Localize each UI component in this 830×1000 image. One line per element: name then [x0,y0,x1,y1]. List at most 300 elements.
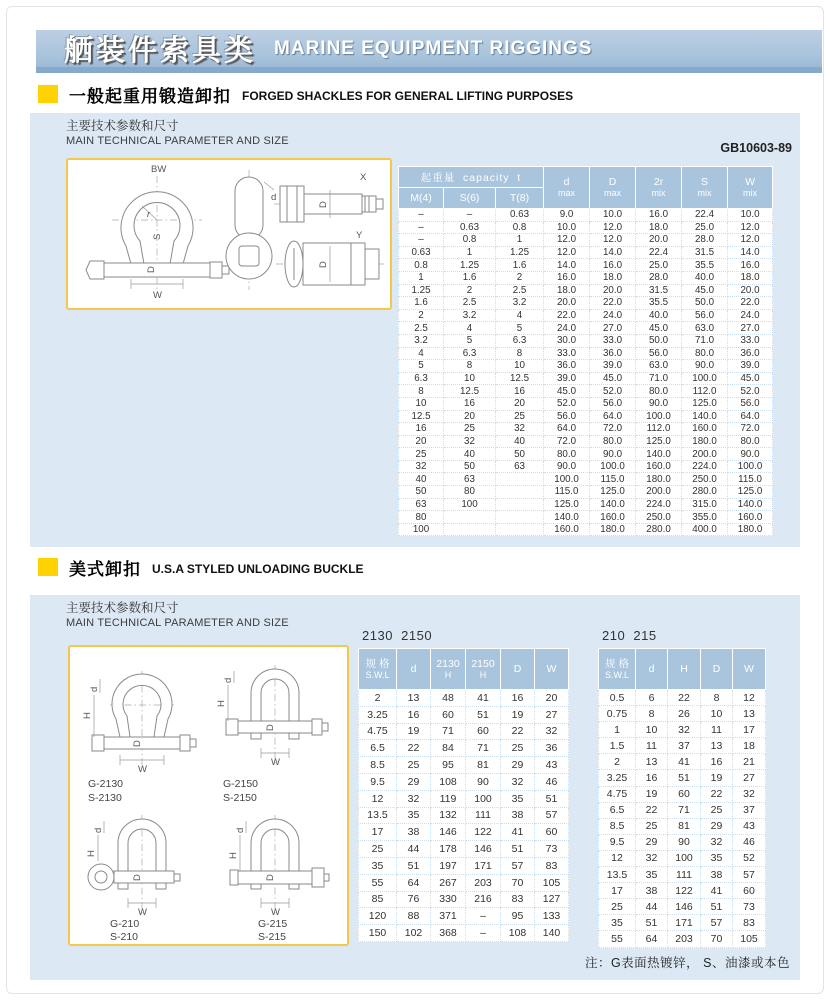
table-row [399,334,773,347]
table-cell: 50 [496,448,544,461]
table-cell: 10 [636,722,668,738]
table-cell: 315.0 [682,498,728,511]
table-cell: 11 [636,738,668,754]
table-cell: 50 [399,486,444,499]
table-cell: 14.0 [590,246,636,259]
table-cell: 178 [431,841,466,858]
table-cell: 31.5 [636,284,682,297]
table-cell: 72.0 [728,423,773,436]
table-cell: 35.5 [682,259,728,272]
table-cell: 371 [431,908,466,925]
table-cell: 2.5 [444,297,496,310]
table-cell: 0.5 [599,690,636,706]
table-cell: 90.0 [728,448,773,461]
table-cell: 180.0 [590,523,636,536]
table-cell: 267 [431,874,466,891]
table-cell: 90.0 [590,448,636,461]
table-cell: 180.0 [728,523,773,536]
table-cell: 8.5 [359,757,397,774]
table-cell: 12.5 [399,410,444,423]
page-banner [36,30,822,73]
dim-label-d-pin-y: D [318,261,329,268]
table-cell: 32 [496,423,544,436]
table-cell: 40.0 [636,309,682,322]
table-cell: 330 [431,891,466,908]
table-cell: 37 [733,802,766,818]
table-cell: 29 [701,818,733,834]
table-cell: 45.0 [590,372,636,385]
section1-title-zh: 一般起重用锻造卸扣 [69,86,231,106]
table-cell: 20.0 [590,284,636,297]
table-cell: 6.5 [599,802,636,818]
table-cell: 13 [733,706,766,722]
table-row [599,722,766,738]
table-cell: 38 [636,883,668,899]
table-cell: 80.0 [636,385,682,398]
table-cell: 12.5 [444,385,496,398]
table-cell: 32 [733,786,766,802]
col-header-s6: S(6) [444,188,496,209]
dim-label-r: r [147,209,151,220]
table-cell: 19 [701,770,733,786]
col-header-H: H [668,649,701,690]
table-cell: 56.0 [590,397,636,410]
table-cell: 10.0 [728,209,773,222]
table-cell: 5 [496,322,544,335]
table-cell: 250.0 [636,511,682,524]
table-cell: 26 [668,706,701,722]
table-row [399,246,773,259]
table-cell: 90.0 [636,397,682,410]
model-label-s215: S-215 [258,931,287,940]
table-cell: 56.0 [636,347,682,360]
table-row [599,834,766,850]
section1-param-caption [66,119,289,149]
table-cell: 32 [501,773,535,790]
table-row [359,706,569,723]
table-cell: 33.0 [544,347,590,360]
col-header-D: D [701,649,733,690]
table-cell: 95 [431,757,466,774]
table-cell: 5 [444,334,496,347]
table-cell: 180.0 [682,435,728,448]
dim-label-s: S [152,233,163,240]
table-row [399,360,773,373]
table-cell: 56.0 [728,397,773,410]
table-cell: 14.0 [544,259,590,272]
table-row [359,773,569,790]
table-cell: 200.0 [636,486,682,499]
table-cell: 50 [444,460,496,473]
dim-label-d: d [93,827,104,833]
table-cell: 71.0 [682,334,728,347]
table-cell: 56.0 [544,410,590,423]
table-cell: 71.0 [636,372,682,385]
table-cell: 20 [535,690,569,707]
table-cell: 22.0 [544,309,590,322]
table-cell: 24.0 [728,309,773,322]
table-cell: 95 [501,908,535,925]
table-cell: 55 [599,931,636,947]
table-cell: 1.5 [599,738,636,754]
table-cell: 72.0 [590,423,636,436]
table-cell: 1 [496,234,544,247]
dim-label-y: Y [356,230,363,241]
table-cell: 63.0 [636,360,682,373]
table-a-body [359,690,569,942]
banner-title-en: MARINE EQUIPMENT RIGGINGS [274,37,593,59]
table-row [599,818,766,834]
table-a-header [359,649,569,690]
model-label-g215: G-215 [258,918,288,930]
table-cell: 12.0 [544,246,590,259]
dim-label-D: D [132,874,143,881]
model-label-g210: G-210 [110,918,140,930]
col-header-D-max: D max [590,167,636,209]
table-cell: 18.0 [544,284,590,297]
table-cell: 41 [668,754,701,770]
dim-label-w: W [138,764,147,775]
table-cell: 33.0 [728,334,773,347]
table-cell: 90 [466,773,501,790]
table-cell: 73 [535,841,569,858]
table-cell: 55 [359,874,397,891]
bow-shackle-front-drawing [86,164,229,301]
col-header-W: W [535,649,569,690]
table-cell: 43 [733,818,766,834]
table-cell: 60 [431,706,466,723]
table-cell: 16 [397,706,431,723]
table-cell: 50.0 [636,334,682,347]
table-cell: 84 [431,740,466,757]
table-cell: 21 [733,754,766,770]
table-cell: 6.5 [359,740,397,757]
table-cell: 108 [431,773,466,790]
table-row [399,448,773,461]
table-cell: 100 [444,498,496,511]
dim-label-d: d [89,686,100,692]
table-cell: 13.5 [599,867,636,883]
dim-label-d: d [271,192,277,203]
table-cell: 133 [535,908,569,925]
table-row [359,824,569,841]
table-b-body [599,690,766,948]
table-cell: 35 [397,807,431,824]
table-row [359,790,569,807]
table-row [399,259,773,272]
dim-label-w: W [271,907,280,918]
table-cell: 12 [359,790,397,807]
table-row [599,915,766,931]
table-cell: 63.0 [682,322,728,335]
table-cell: 8 [496,347,544,360]
table-cell: 171 [466,857,501,874]
col-header-swl: 规 格 S.W.L [359,649,397,690]
table-row [399,397,773,410]
table-row [359,891,569,908]
table-cell: 51 [466,706,501,723]
table-cell: 40 [399,473,444,486]
model-label-s2130: S-2130 [88,792,122,804]
table-cell: 1.6 [444,271,496,284]
table-cell: 6.3 [496,334,544,347]
table-row [359,908,569,925]
dim-label-w: W [138,907,147,918]
yellow-bullet-icon [38,558,58,576]
dim-label-D: D [265,874,276,881]
table-cell: 0.75 [599,706,636,722]
dim-label-w: W [271,757,280,768]
table-row [599,867,766,883]
shackle-diagram-box [66,158,392,310]
table-cell: 52.0 [590,385,636,398]
table-cell: 32 [535,723,569,740]
table-cell: 90.0 [544,460,590,473]
table-cell: 32 [701,834,733,850]
table-row [599,883,766,899]
table-cell: 115.0 [728,473,773,486]
table-cell: 10.0 [544,221,590,234]
table-cell: 3.2 [496,297,544,310]
table-cell: 120 [359,908,397,925]
table-cell: 0.63 [496,209,544,222]
col-header-2130-h: 2130 H [431,649,466,690]
col-header-W: W [733,649,766,690]
bolt-x-drawing [274,172,384,222]
table-cell: 37 [668,738,701,754]
table-row [399,498,773,511]
table-cell: 36.0 [728,347,773,360]
table-cell: 45.0 [728,372,773,385]
dim-label-h: H [228,852,239,859]
dim-label-h: H [216,700,227,707]
table-cell: 14.0 [728,246,773,259]
table-cell: 27.0 [728,322,773,335]
g215-drawing [228,815,329,940]
table-cell: 180.0 [636,473,682,486]
table-cell: 9.5 [599,834,636,850]
yellow-bullet-icon [38,85,58,103]
table-cell: 0.63 [444,221,496,234]
table-cell: 280.0 [682,486,728,499]
table-cell: 22.0 [728,297,773,310]
table-cell: 5 [399,360,444,373]
table-cell: 90.0 [682,360,728,373]
table-cell: 81 [466,757,501,774]
table-cell: 200.0 [682,448,728,461]
param-caption-en: MAIN TECHNICAL PARAMETER AND SIZE [66,135,289,147]
table-cell: 33.0 [590,334,636,347]
col-header-D: D [501,649,535,690]
table-cell: 16 [496,385,544,398]
section2-title-en: U.S.A STYLED UNLOADING BUCKLE [152,561,364,576]
banner-title-zh: 舾装件索具类 [64,35,257,67]
table-row [359,690,569,707]
dim-label-d: d [235,827,246,833]
table-row [599,899,766,915]
table-row [599,802,766,818]
table-cell: 80 [444,486,496,499]
dim-label-d: d [223,677,234,683]
model-label-s210: S-210 [110,931,139,940]
table-row [399,297,773,310]
table-cell: 1.25 [444,259,496,272]
g2130-drawing [82,671,196,804]
dim-label-w: W [153,290,162,301]
table-row [359,740,569,757]
table-cell: 140.0 [544,511,590,524]
table-cell: 100 [668,850,701,866]
table-cell: 50.0 [682,297,728,310]
table-cell: 146 [431,824,466,841]
table-row [399,385,773,398]
table-cell: 39.0 [728,360,773,373]
table-row [359,757,569,774]
table-cell: 25 [444,423,496,436]
table-cell: 140.0 [728,498,773,511]
table-cell: 22.0 [590,297,636,310]
table-cell: 22 [701,786,733,802]
table-cell: 8 [399,385,444,398]
table-cell: 48 [431,690,466,707]
table-cell: 4.75 [599,786,636,802]
table-cell: 2.5 [399,322,444,335]
table-cell: – [466,925,501,942]
table-cell: 8 [636,706,668,722]
table-cell: 13 [701,738,733,754]
table-cell: 4 [444,322,496,335]
table-row [399,284,773,297]
table-cell: 64 [636,931,668,947]
table-row [599,690,766,706]
table-cell: 3.2 [444,309,496,322]
table-cell: 40.0 [682,271,728,284]
table-row [399,309,773,322]
table-cell: 70 [701,931,733,947]
table-cell: 146 [466,841,501,858]
table-cell: 197 [431,857,466,874]
table-cell: 20 [399,435,444,448]
table-cell: 56.0 [682,309,728,322]
table-cell: 2 [399,309,444,322]
table-cell: 12.0 [590,234,636,247]
table-row [599,786,766,802]
table-row [399,347,773,360]
table-row [399,221,773,234]
table-cell: 52.0 [728,385,773,398]
usa-shackle-diagram-box [68,645,349,946]
table-cell: 18.0 [636,221,682,234]
table-cell: 36.0 [590,347,636,360]
table-cell: 8 [444,360,496,373]
table-cell: 52 [733,850,766,866]
table-cell: 140.0 [590,498,636,511]
table-cell: 51 [701,899,733,915]
table-cell: 125.0 [682,397,728,410]
table-cell: 125.0 [590,486,636,499]
table-cell: 63 [496,460,544,473]
table-cell: 85 [359,891,397,908]
table-cell: 10 [399,397,444,410]
table-cell: 27 [733,770,766,786]
table-cell: 35 [359,857,397,874]
table-cell: 216 [466,891,501,908]
model-label-g2150: G-2150 [223,778,259,790]
table-cell: 83 [501,891,535,908]
table-cell: 8 [701,690,733,706]
table-cell: 16 [501,690,535,707]
table-cell: 146 [668,899,701,915]
table-cell: 368 [431,925,466,942]
table-cell: 22 [636,802,668,818]
section1-heading [38,84,573,104]
table-row [359,807,569,824]
table-cell: 150 [359,925,397,942]
table-cell: 1.6 [496,259,544,272]
table-cell: 115.0 [590,473,636,486]
table-cell: 224.0 [682,460,728,473]
table-row [599,931,766,947]
table-cell: 18.0 [590,271,636,284]
col-header-swl: 规 格 S.W.L [599,649,636,690]
shackle-table-body [399,209,773,536]
table-cell: 51 [501,841,535,858]
table-cell: 400.0 [682,523,728,536]
table-cell: 20 [496,397,544,410]
param-caption-en: MAIN TECHNICAL PARAMETER AND SIZE [66,617,289,629]
table-cell: 16.0 [728,259,773,272]
table-cell: 100 [399,523,444,536]
table-cell: 36 [535,740,569,757]
table-cell: 51 [668,770,701,786]
table-cell: 12.0 [728,221,773,234]
table-row [599,770,766,786]
table-cell: 224.0 [636,498,682,511]
table-row [399,372,773,385]
table-cell: – [466,908,501,925]
table-cell: 73 [733,899,766,915]
table-row [359,874,569,891]
table-cell: 60 [466,723,501,740]
dim-label-bw: BW [151,164,167,175]
table-cell: 35 [701,850,733,866]
table-cell: 40 [444,448,496,461]
table-cell: 102 [397,925,431,942]
table-cell: 83 [733,915,766,931]
table-cell: 3.25 [359,706,397,723]
table-cell: 88 [397,908,431,925]
table-cell: 11 [701,722,733,738]
table-cell: 160.0 [682,423,728,436]
table-cell: 100.0 [590,460,636,473]
table-cell: 112.0 [682,385,728,398]
table-cell: 35 [636,867,668,883]
table-cell: 28.0 [682,234,728,247]
table-cell: 22.4 [682,209,728,222]
table-b-header [599,649,766,690]
table-row [599,706,766,722]
table-cell: 45.0 [544,385,590,398]
table-cell: 51 [636,915,668,931]
section1-title-en: FORGED SHACKLES FOR GENERAL LIFTING PURPOSES [242,88,574,103]
table-cell: 140.0 [636,448,682,461]
table-cell: 1.25 [399,284,444,297]
table-cell: 64.0 [590,410,636,423]
table-row [399,410,773,423]
table-cell [444,511,496,524]
table-cell [496,473,544,486]
table-cell: 1 [599,722,636,738]
